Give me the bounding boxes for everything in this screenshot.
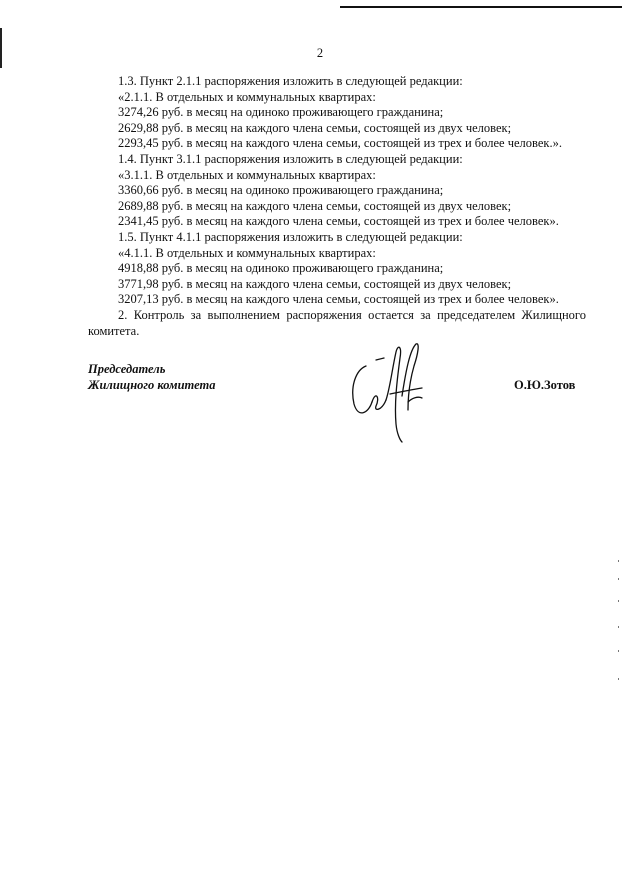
rate-line: 3771,98 руб. в месяц на каждого члена семьи, состоящей из двух человек; bbox=[118, 276, 512, 291]
rate-line: 2629,88 руб. в месяц на каждого члена семьи, состоящей из двух человек; bbox=[118, 120, 512, 135]
paragraph-1-4: 1.4. Пункт 3.1.1 распоряжения изложить в следующей редакции: bbox=[118, 151, 463, 166]
signatory-title-line-1: Председатель bbox=[88, 362, 166, 376]
quote-3-1-1: «3.1.1. В отдельных и коммунальных квартирах: bbox=[118, 167, 376, 182]
paragraph-2-control: 2. Контроль за выполнением распоряжения остается за председателем Жилищного bbox=[118, 307, 586, 322]
paragraph-2-continuation: комитета. bbox=[88, 323, 140, 338]
paragraph-1-3: 1.3. Пункт 2.1.1 распоряжения изложить в следующей редакции: bbox=[118, 74, 463, 88]
signatory-name: О.Ю.Зотов bbox=[514, 378, 576, 392]
page-number: 2 bbox=[316, 46, 324, 60]
rate-line: 3207,13 руб. в месяц на каждого члена семьи, состоящей из трех и более человек». bbox=[118, 292, 559, 307]
paragraph-1-5: 1.5. Пункт 4.1.1 распоряжения изложить в следующей редакции: bbox=[118, 229, 463, 244]
rate-line: 3360,66 руб. в месяц на одиноко проживающего гражданина; bbox=[118, 183, 444, 198]
quote-4-1-1: «4.1.1. В отдельных и коммунальных квартирах: bbox=[118, 245, 376, 260]
signatory-title bbox=[88, 362, 215, 393]
scan-noise-dots bbox=[617, 560, 621, 700]
rate-line: 4918,88 руб. в месяц на одиноко проживающего гражданина; bbox=[118, 261, 444, 276]
rate-line: 2689,88 руб. в месяц на каждого члена семьи, состоящей из двух человек; bbox=[118, 198, 512, 213]
rate-line: 2293,45 руб. в месяц на каждого члена семьи, состоящей из трех и более человек.». bbox=[118, 136, 562, 151]
scan-edge-line bbox=[340, 6, 622, 8]
document-body bbox=[88, 74, 586, 339]
signatory-title-line-2: Жилищного комитета bbox=[88, 377, 216, 392]
rate-line: 2341,45 руб. в месяц на каждого члена семьи, состоящей из трех и более человек». bbox=[118, 214, 559, 229]
quote-2-1-1: «2.1.1. В отдельных и коммунальных квартирах: bbox=[118, 89, 376, 104]
handwritten-signature bbox=[346, 340, 430, 444]
rate-line: 3274,26 руб. в месяц на одиноко проживающего гражданина; bbox=[118, 105, 444, 120]
